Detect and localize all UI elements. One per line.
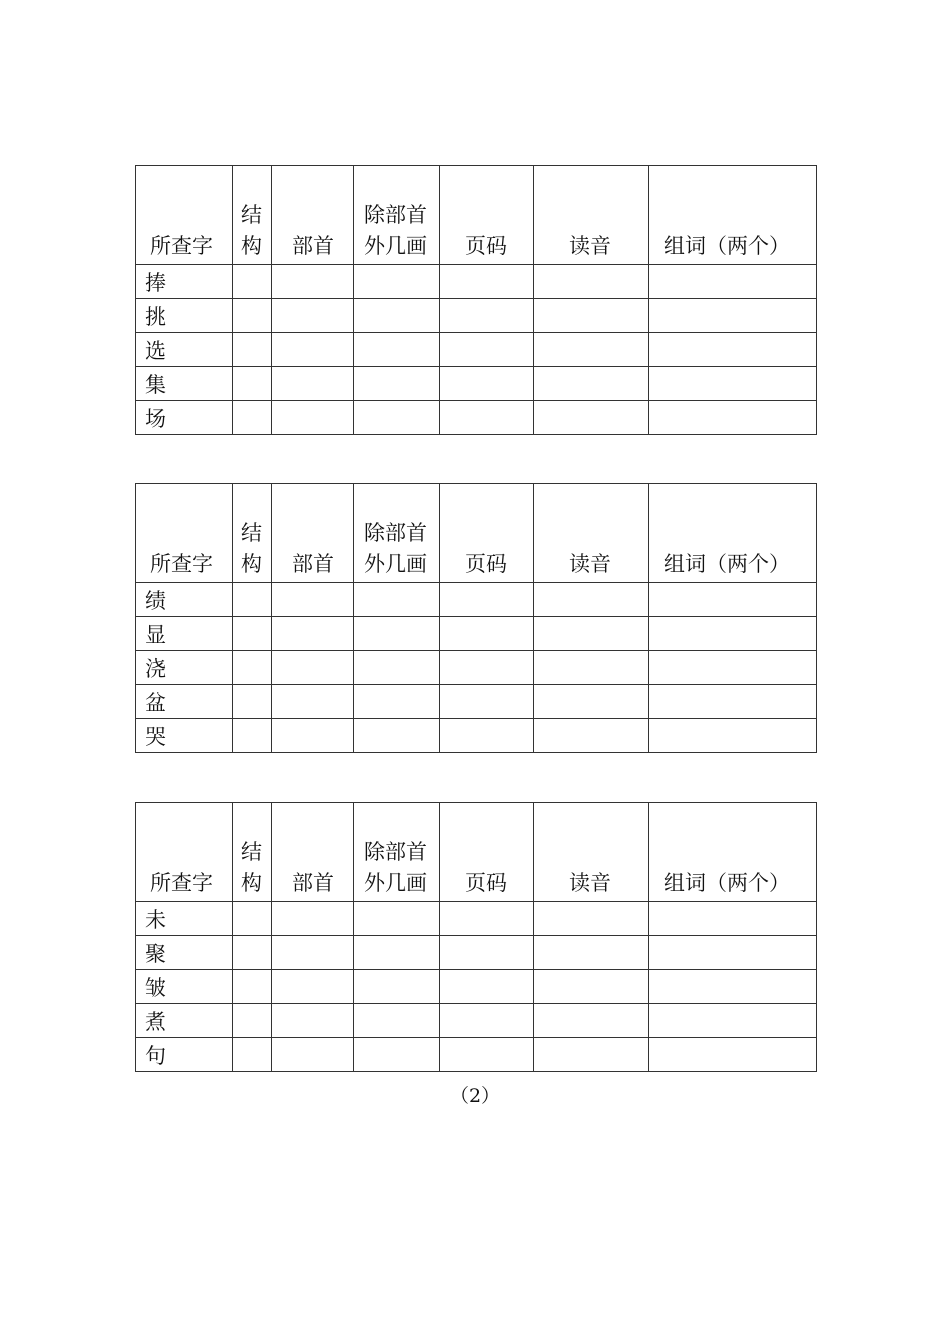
strokes-cell[interactable]: [354, 719, 440, 753]
words-cell[interactable]: [649, 902, 817, 936]
page-cell[interactable]: [440, 970, 534, 1004]
strokes-cell[interactable]: [354, 265, 440, 299]
header-strokes: [354, 166, 440, 265]
page-cell[interactable]: [440, 902, 534, 936]
structure-cell[interactable]: [233, 719, 272, 753]
header-char: 所查字: [136, 484, 233, 583]
radical-cell[interactable]: [272, 299, 354, 333]
header-structure-line2: 构: [241, 552, 262, 576]
header-page: 页码: [440, 166, 534, 265]
radical-cell[interactable]: [272, 367, 354, 401]
strokes-cell[interactable]: [354, 333, 440, 367]
page-cell[interactable]: [440, 265, 534, 299]
strokes-cell[interactable]: [354, 299, 440, 333]
page-cell[interactable]: [440, 617, 534, 651]
header-row: [136, 166, 817, 265]
strokes-cell[interactable]: [354, 401, 440, 435]
header-strokes-line2: 外几画: [364, 234, 427, 258]
page-cell[interactable]: [440, 583, 534, 617]
strokes-cell[interactable]: [354, 902, 440, 936]
pronunciation-cell[interactable]: [534, 265, 649, 299]
radical-cell[interactable]: [272, 719, 354, 753]
char-cell: 集: [136, 367, 233, 401]
pronunciation-cell[interactable]: [534, 902, 649, 936]
structure-cell[interactable]: [233, 651, 272, 685]
radical-cell[interactable]: [272, 936, 354, 970]
pronunciation-cell[interactable]: [534, 936, 649, 970]
header-pronunciation: 读音: [534, 484, 649, 583]
words-cell[interactable]: [649, 617, 817, 651]
header-strokes-line1: 除部首: [364, 840, 427, 864]
table-row: [136, 970, 817, 1004]
pronunciation-cell[interactable]: [534, 299, 649, 333]
words-cell[interactable]: [649, 719, 817, 753]
words-cell[interactable]: [649, 1004, 817, 1038]
char-cell: 盆: [136, 685, 233, 719]
radical-cell[interactable]: [272, 401, 354, 435]
header-words: 组词（两个）: [649, 484, 817, 583]
header-radical: 部首: [272, 803, 354, 902]
header-radical: 部首: [272, 166, 354, 265]
header-page: 页码: [440, 803, 534, 902]
words-cell[interactable]: [649, 936, 817, 970]
pronunciation-cell[interactable]: [534, 685, 649, 719]
char-cell: 捧: [136, 265, 233, 299]
page-cell[interactable]: [440, 1038, 534, 1072]
pronunciation-cell[interactable]: [534, 1038, 649, 1072]
header-words: 组词（两个）: [649, 166, 817, 265]
page-cell[interactable]: [440, 299, 534, 333]
strokes-cell[interactable]: [354, 936, 440, 970]
strokes-cell[interactable]: [354, 617, 440, 651]
table-row: [136, 719, 817, 753]
table-row: [136, 651, 817, 685]
header-pronunciation: 读音: [534, 803, 649, 902]
table-row: [136, 401, 817, 435]
char-cell: 浇: [136, 651, 233, 685]
words-cell[interactable]: [649, 685, 817, 719]
table-row: [136, 299, 817, 333]
char-cell: 哭: [136, 719, 233, 753]
pronunciation-cell[interactable]: [534, 617, 649, 651]
strokes-cell[interactable]: [354, 651, 440, 685]
char-cell: 挑: [136, 299, 233, 333]
header-structure-line2: 构: [241, 871, 262, 895]
pronunciation-cell[interactable]: [534, 367, 649, 401]
page-cell[interactable]: [440, 367, 534, 401]
radical-cell[interactable]: [272, 583, 354, 617]
char-cell: 皱: [136, 970, 233, 1004]
char-cell: 煮: [136, 1004, 233, 1038]
header-row: [136, 803, 817, 902]
structure-cell[interactable]: [233, 617, 272, 651]
header-strokes-line2: 外几画: [364, 552, 427, 576]
structure-cell[interactable]: [233, 936, 272, 970]
strokes-cell[interactable]: [354, 367, 440, 401]
words-cell[interactable]: [649, 970, 817, 1004]
structure-cell[interactable]: [233, 265, 272, 299]
structure-cell[interactable]: [233, 299, 272, 333]
structure-cell[interactable]: [233, 333, 272, 367]
page-number: （2）: [449, 1085, 501, 1107]
structure-cell[interactable]: [233, 583, 272, 617]
header-row: [136, 484, 817, 583]
page-cell[interactable]: [440, 719, 534, 753]
pronunciation-cell[interactable]: [534, 970, 649, 1004]
header-strokes: [354, 484, 440, 583]
pronunciation-cell[interactable]: [534, 651, 649, 685]
table-row: [136, 583, 817, 617]
header-structure: [233, 166, 272, 265]
table-row: [136, 1004, 817, 1038]
header-page: 页码: [440, 484, 534, 583]
header-char: 所查字: [136, 803, 233, 902]
words-cell[interactable]: [649, 401, 817, 435]
radical-cell[interactable]: [272, 265, 354, 299]
character-lookup-table-3: [135, 802, 817, 1072]
words-cell[interactable]: [649, 1038, 817, 1072]
words-cell[interactable]: [649, 299, 817, 333]
char-cell: 选: [136, 333, 233, 367]
header-structure-line1: 结: [241, 840, 262, 864]
page-cell[interactable]: [440, 401, 534, 435]
radical-cell[interactable]: [272, 617, 354, 651]
radical-cell[interactable]: [272, 902, 354, 936]
header-words: 组词（两个）: [649, 803, 817, 902]
structure-cell[interactable]: [233, 902, 272, 936]
radical-cell[interactable]: [272, 1038, 354, 1072]
page-cell[interactable]: [440, 333, 534, 367]
page-cell[interactable]: [440, 685, 534, 719]
table-row: [136, 685, 817, 719]
strokes-cell[interactable]: [354, 583, 440, 617]
structure-cell[interactable]: [233, 685, 272, 719]
header-structure-line1: 结: [241, 203, 262, 227]
header-structure-line1: 结: [241, 521, 262, 545]
words-cell[interactable]: [649, 367, 817, 401]
table-row: [136, 617, 817, 651]
words-cell[interactable]: [649, 333, 817, 367]
pronunciation-cell[interactable]: [534, 1004, 649, 1038]
char-cell: 句: [136, 1038, 233, 1072]
strokes-cell[interactable]: [354, 970, 440, 1004]
header-char: 所查字: [136, 166, 233, 265]
radical-cell[interactable]: [272, 333, 354, 367]
pronunciation-cell[interactable]: [534, 333, 649, 367]
strokes-cell[interactable]: [354, 1004, 440, 1038]
words-cell[interactable]: [649, 651, 817, 685]
strokes-cell[interactable]: [354, 685, 440, 719]
header-strokes-line2: 外几画: [364, 871, 427, 895]
page-cell[interactable]: [440, 1004, 534, 1038]
pronunciation-cell[interactable]: [534, 719, 649, 753]
char-cell: 绩: [136, 583, 233, 617]
pronunciation-cell[interactable]: [534, 401, 649, 435]
table-row: [136, 936, 817, 970]
header-strokes-line1: 除部首: [364, 203, 427, 227]
header-strokes-line1: 除部首: [364, 521, 427, 545]
char-cell: 聚: [136, 936, 233, 970]
table-row: [136, 902, 817, 936]
header-pronunciation: 读音: [534, 166, 649, 265]
structure-cell[interactable]: [233, 970, 272, 1004]
table-row: [136, 333, 817, 367]
radical-cell[interactable]: [272, 685, 354, 719]
structure-cell[interactable]: [233, 401, 272, 435]
radical-cell[interactable]: [272, 1004, 354, 1038]
header-radical: 部首: [272, 484, 354, 583]
pronunciation-cell[interactable]: [534, 583, 649, 617]
words-cell[interactable]: [649, 583, 817, 617]
header-structure: [233, 484, 272, 583]
structure-cell[interactable]: [233, 1004, 272, 1038]
page-cell[interactable]: [440, 651, 534, 685]
radical-cell[interactable]: [272, 651, 354, 685]
table-row: [136, 1038, 817, 1072]
radical-cell[interactable]: [272, 970, 354, 1004]
strokes-cell[interactable]: [354, 1038, 440, 1072]
char-cell: 显: [136, 617, 233, 651]
char-cell: 场: [136, 401, 233, 435]
header-structure: [233, 803, 272, 902]
structure-cell[interactable]: [233, 367, 272, 401]
page-cell[interactable]: [440, 936, 534, 970]
character-lookup-table-1: [135, 165, 817, 435]
table-row: [136, 265, 817, 299]
structure-cell[interactable]: [233, 1038, 272, 1072]
character-lookup-table-2: [135, 483, 817, 753]
header-strokes: [354, 803, 440, 902]
table-row: [136, 367, 817, 401]
header-structure-line2: 构: [241, 234, 262, 258]
words-cell[interactable]: [649, 265, 817, 299]
char-cell: 未: [136, 902, 233, 936]
